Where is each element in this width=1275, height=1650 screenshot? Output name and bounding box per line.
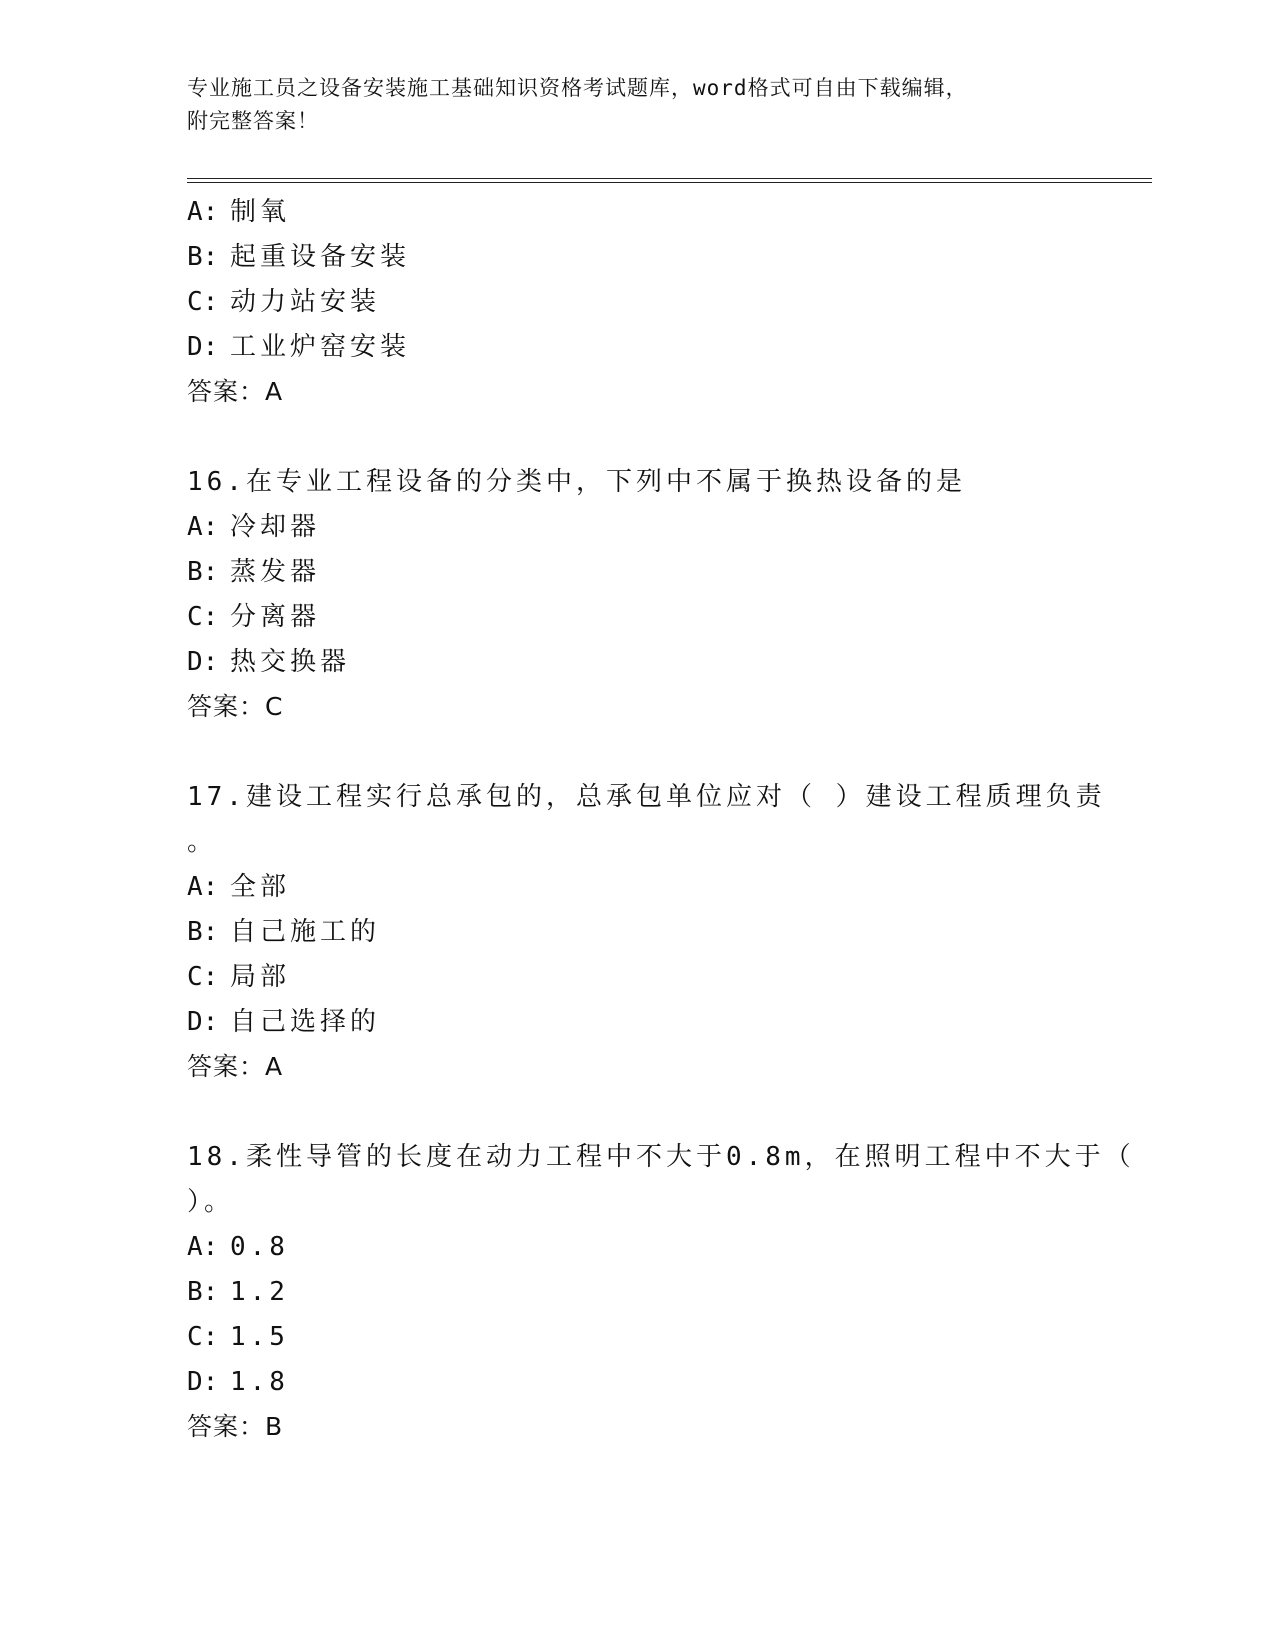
q16-option-c: C: 分离器 (187, 602, 321, 632)
q16-option-b: B: 蒸发器 (187, 557, 321, 587)
q18-option-d: D: 1.8 (187, 1367, 289, 1397)
q18-answer: 答案：B (187, 1412, 284, 1441)
q15-option-a: A: 制氧 (187, 197, 291, 227)
q18-question-line-2: ）。 (187, 1187, 235, 1217)
header-divider-bottom (187, 182, 1152, 183)
q16-question: 16.在专业工程设备的分类中，下列中不属于换热设备的是 (187, 467, 966, 497)
q15-answer: 答案：A (187, 377, 284, 406)
q17-option-a: A: 全部 (187, 872, 291, 902)
q15-option-d: D: 工业炉窑安装 (187, 332, 411, 362)
q16-option-d: D: 热交换器 (187, 647, 351, 677)
q17-question-line-1: 17.建设工程实行总承包的，总承包单位应对（ ）建设工程质理负责 (187, 782, 1106, 812)
q17-option-d: D: 自己选择的 (187, 1007, 381, 1037)
header-line-1: 专业施工员之设备安装施工基础知识资格考试题库，word格式可自由下载编辑， (187, 76, 968, 100)
q17-answer: 答案：A (187, 1052, 284, 1081)
q17-option-b: B: 自己施工的 (187, 917, 381, 947)
header-line-2: 附完整答案！ (187, 109, 319, 133)
q18-option-b: B: 1.2 (187, 1277, 289, 1307)
header-divider-top (187, 178, 1152, 179)
q17-option-c: C: 局部 (187, 962, 291, 992)
q15-option-c: C: 动力站安装 (187, 287, 381, 317)
q18-question-line-1: 18.柔性导管的长度在动力工程中不大于0.8m，在照明工程中不大于（ (187, 1142, 1135, 1172)
q16-option-a: A: 冷却器 (187, 512, 321, 542)
document-header (187, 72, 1087, 138)
q18-option-c: C: 1.5 (187, 1322, 289, 1352)
q18-option-a: A: 0.8 (187, 1232, 289, 1262)
q16-answer: 答案：C (187, 692, 284, 721)
q17-question-line-2: 。 (187, 827, 218, 857)
q15-option-b: B: 起重设备安装 (187, 242, 411, 272)
